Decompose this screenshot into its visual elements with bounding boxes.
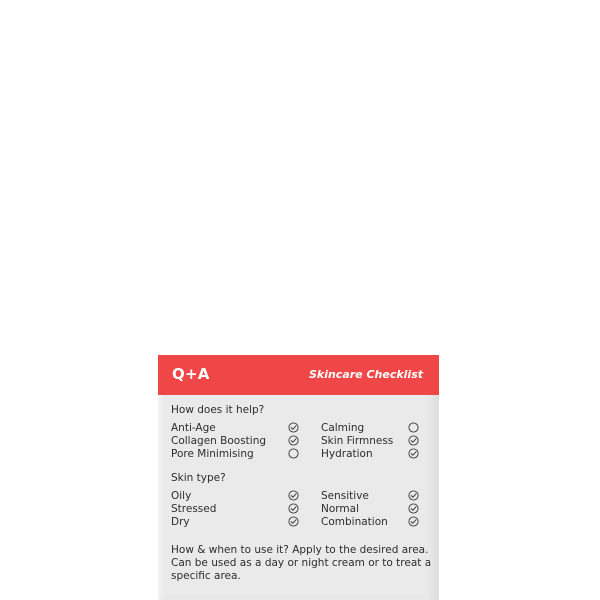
brand-logo: Q+A bbox=[172, 365, 210, 383]
help-heading: How does it help? bbox=[171, 404, 265, 416]
check-icon bbox=[408, 516, 419, 527]
skin-item-label: Dry bbox=[171, 516, 190, 528]
check-icon bbox=[408, 448, 419, 459]
empty-circle-icon bbox=[408, 422, 419, 433]
usage-text: How & when to use it? Apply to the desired area. Can be used as a day or night cream or to treat a specific area. bbox=[171, 544, 432, 582]
skin-item-label: Stressed bbox=[171, 503, 217, 515]
check-icon bbox=[408, 490, 419, 501]
skin-item-label: Combination bbox=[321, 516, 388, 528]
skin-item-label: Normal bbox=[321, 503, 359, 515]
help-item-label: Hydration bbox=[321, 448, 373, 460]
check-icon bbox=[288, 503, 299, 514]
check-icon bbox=[288, 422, 299, 433]
help-item-label: Skin Firmness bbox=[321, 435, 394, 447]
help-item-label: Anti-Age bbox=[171, 422, 216, 434]
product-box bbox=[158, 355, 439, 600]
brand-band bbox=[158, 355, 439, 395]
check-icon bbox=[408, 503, 419, 514]
check-icon bbox=[408, 435, 419, 446]
help-item-label: Calming bbox=[321, 422, 365, 434]
empty-circle-icon bbox=[288, 448, 299, 459]
skin-heading: Skin type? bbox=[171, 472, 226, 484]
skin-item-label: Sensitive bbox=[321, 490, 369, 502]
check-icon bbox=[288, 435, 299, 446]
skin-item-label: Oily bbox=[171, 490, 192, 502]
check-icon bbox=[288, 516, 299, 527]
help-item-label: Collagen Boosting bbox=[171, 435, 267, 447]
help-item-label: Pore Minimising bbox=[171, 448, 254, 460]
check-icon bbox=[288, 490, 299, 501]
checklist-title: Skincare Checklist bbox=[308, 368, 423, 381]
